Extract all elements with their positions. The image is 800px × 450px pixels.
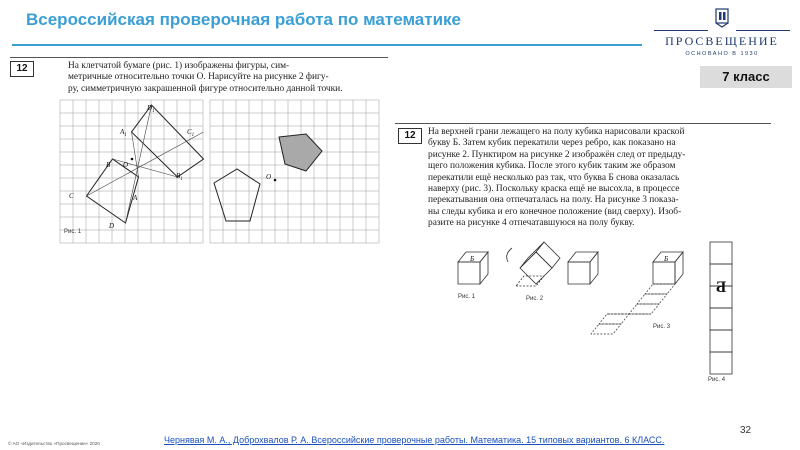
printed-letter: Б [715, 279, 727, 296]
task-right-text-line: перекатили ещё несколько раз так, что буква Б снова оказалась [428, 172, 680, 183]
pentagon-outline [214, 169, 260, 221]
task-separator-right [395, 123, 771, 124]
label-c: C [69, 192, 74, 200]
task-left-text-line: метричные относительно точки O. Нарисуйте на рисунке 2 фигу- [68, 72, 329, 83]
task-right-text-line: перекатывания она отпечаталась на полу. На рисунке 3 показа- [428, 195, 679, 206]
quadrilateral-b1c1a1d1 [132, 105, 204, 177]
task-left-text-line: На клетчатой бумаге (рис. 1) изображены фигуры, сим- [68, 61, 290, 71]
label-d: D [109, 222, 115, 230]
label-b1-letter: B [176, 172, 181, 180]
letter-on-cube-fig1: Б [470, 255, 475, 263]
cube-fig3-start [568, 252, 598, 284]
label-d1-sub: 1 [152, 109, 155, 114]
caption-cube-fig1: Рис. 1 [458, 294, 476, 300]
label-d1-letter: D [147, 104, 153, 112]
label-c1-sub: 1 [191, 133, 195, 138]
page-number: 32 [740, 425, 752, 436]
label-a1 [119, 128, 127, 138]
task-number-right: 12 [398, 128, 422, 144]
caption-cube-fig2: Рис. 2 [526, 296, 544, 302]
label-o-fig2: O [266, 173, 272, 181]
grid-right [210, 100, 379, 243]
task-right-text-line: щего положения кубика. После этого кубик таким же образом [428, 161, 676, 172]
point-o [131, 158, 134, 161]
grade-badge: 7 класс [700, 66, 792, 88]
task-right-text-line: рисунке 2. Пунктиром на рисунке 2 изображён след от предыду- [428, 149, 686, 160]
task-number-left: 12 [10, 61, 34, 77]
label-c1 [187, 128, 194, 138]
title-divider [12, 44, 642, 46]
task-separator-left [10, 57, 388, 58]
point-o-fig2 [274, 179, 277, 182]
label-b1-sub: 1 [180, 177, 183, 182]
logo-rule-right [736, 30, 790, 31]
letter-on-cube-fig3: Б [664, 255, 669, 263]
task-right-text-line: разите на рисунке 4 отпечатавшуюся на полу букву. [428, 218, 635, 229]
cube-rolling-figure [448, 240, 748, 385]
publisher-since: ОСНОВАНО В 1930 [685, 51, 759, 57]
label-a1-letter: A [120, 128, 125, 136]
label-o: O [123, 161, 129, 169]
task-right-text-line: наверху (рис. 3). Поскольку краска ещё не высохла, в процессе [428, 184, 680, 195]
publisher-logo [652, 8, 792, 62]
segment-c-c1 [87, 132, 204, 196]
shield-icon [715, 8, 729, 28]
source-link[interactable]: Чернявая М. А., Доброхвалов Р. А. Всероссийские проверочные работы. Математика. 15 типовых вариантов. 6 КЛАСС. [164, 435, 665, 445]
task-left-text-line: ру, симметричную закрашенной фигуре относительно данной точки. [68, 83, 343, 94]
label-a: A [133, 194, 138, 202]
logo-rule-left [654, 30, 708, 31]
task-text-right [428, 127, 768, 230]
task-right-text-line: букву Б. Затем кубик перекатили через ребро, как показано на [428, 138, 676, 149]
shaded-pentagon [279, 134, 322, 171]
cube-fig2 [516, 242, 560, 286]
publisher-name: ПРОСВЕЩЕНИЕ [665, 34, 779, 48]
label-d1 [146, 104, 155, 114]
task-right-text-line: На верхней грани лежащего на полу кубика нарисовали краской [428, 127, 685, 137]
caption-fig1: Рис. 1 [64, 229, 82, 235]
copyright: © АО «Издательство «Просвещение» 2020 [8, 441, 100, 446]
task-text-left [68, 61, 384, 95]
roll-arrow-icon [507, 248, 512, 262]
task-right-text-line: ны следы кубика и его конечное положение (вид сверху). Изоб- [428, 206, 682, 217]
page-title: Всероссийская проверочная работа по математике [26, 10, 461, 29]
label-b: B [106, 161, 111, 169]
caption-cube-fig4: Рис. 4 [708, 377, 726, 383]
symmetry-figure [60, 100, 380, 242]
caption-cube-fig3: Рис. 3 [653, 324, 671, 330]
answer-strip [710, 242, 732, 374]
label-c1-letter: C [187, 128, 192, 136]
label-a1-sub: 1 [124, 133, 127, 138]
